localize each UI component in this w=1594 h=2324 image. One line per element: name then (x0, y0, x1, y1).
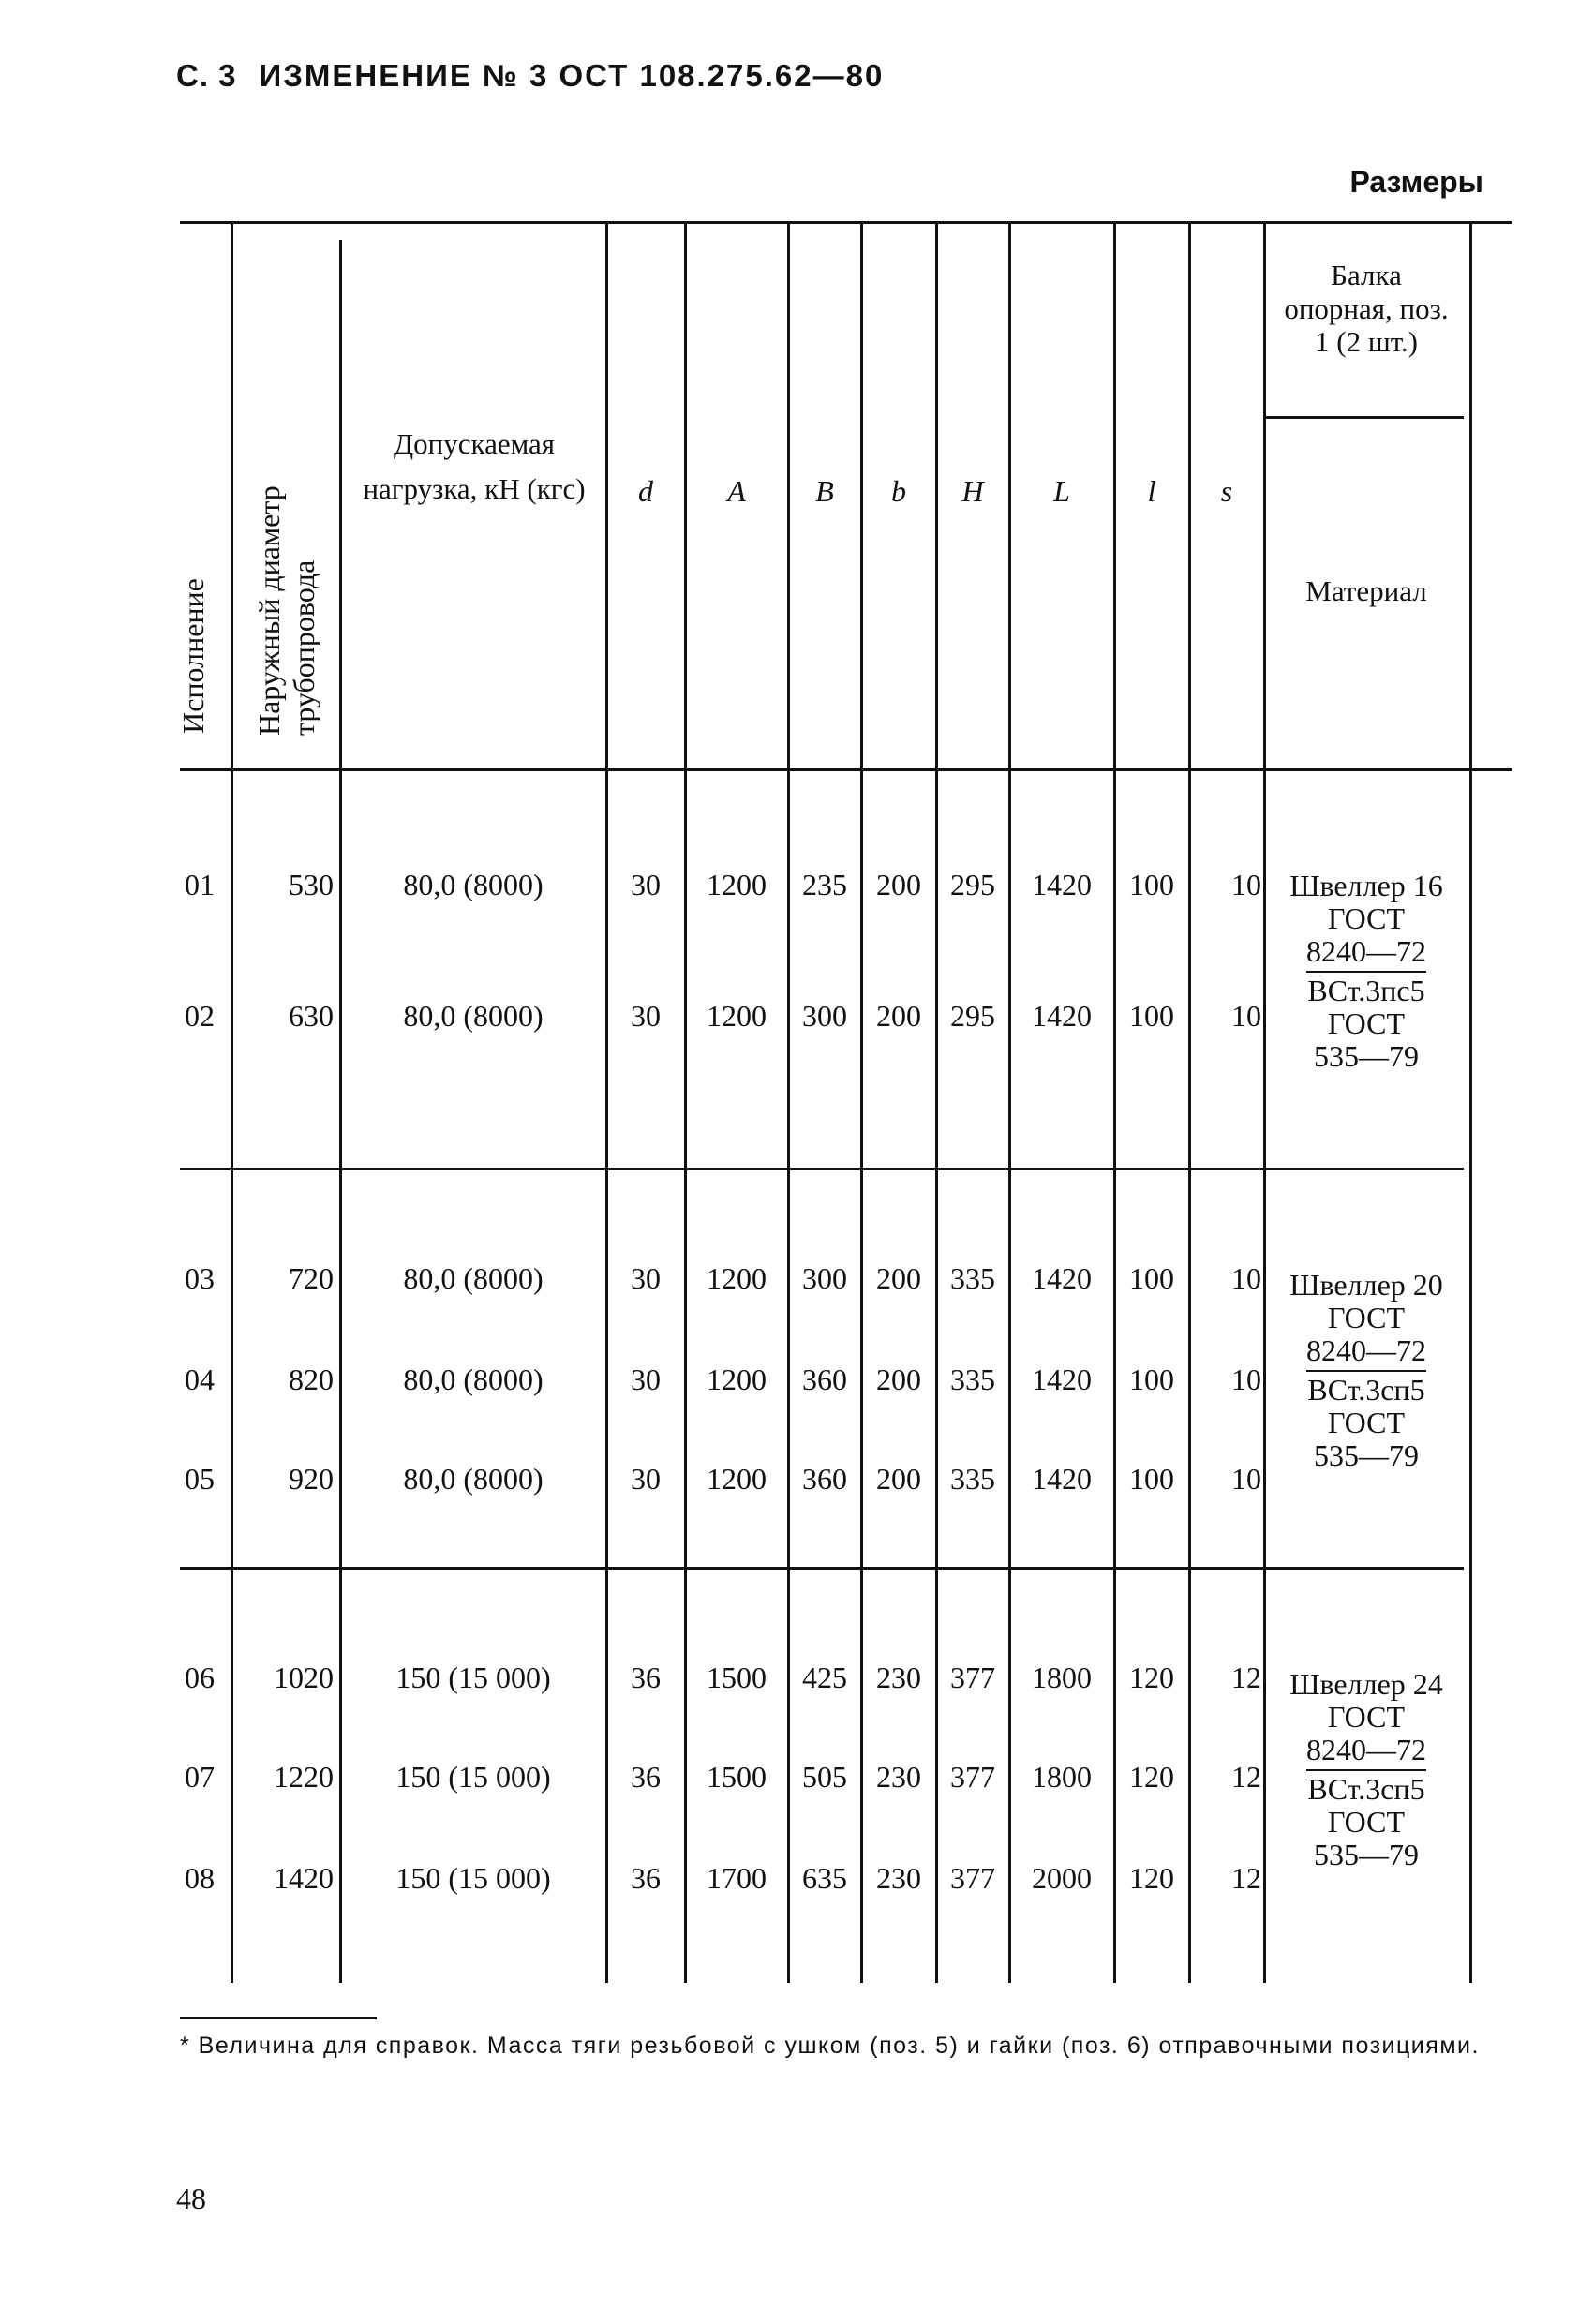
cell-b: 235 (802, 868, 847, 901)
cell-variant: 07 (185, 1760, 215, 1794)
cell-l: 120 (1129, 1760, 1174, 1794)
cell-variant: 08 (185, 1861, 215, 1895)
cell-l: 100 (1129, 1261, 1174, 1295)
steel-standard-number: 535—79 (1314, 1837, 1419, 1871)
beam-standard: ГОСТ (1327, 1301, 1406, 1335)
cell-l: 100 (1129, 999, 1174, 1033)
cell-s: 10 (1231, 999, 1261, 1033)
cell-d: 36 (631, 1661, 661, 1694)
cell-d: 30 (631, 1462, 661, 1496)
header-load: Допускаемая нагрузка, кН (кгс) (363, 427, 586, 506)
beam-header-rule (1265, 416, 1464, 419)
header-material: Материал (1305, 574, 1427, 607)
steel-standard: ГОСТ (1327, 1405, 1406, 1439)
cell-load: 80,0 (8000) (403, 1363, 544, 1396)
cell-s: 10 (1231, 1261, 1261, 1295)
cell-l: 120 (1129, 1861, 1174, 1895)
cell-s: 10 (1231, 1462, 1261, 1496)
cell-load: 150 (15 000) (395, 1661, 551, 1694)
steel-standard: ГОСТ (1327, 1006, 1406, 1040)
cell-b: 635 (802, 1861, 847, 1895)
col-rule (231, 221, 233, 1983)
col-rule (1469, 221, 1472, 1983)
cell-a: 1200 (707, 1261, 767, 1295)
cell-b: 425 (802, 1661, 847, 1694)
document-title: ИЗМЕНЕНИЕ № 3 ОСТ 108.275.62—80 (259, 58, 885, 93)
table-header-rule (180, 768, 1512, 771)
cell-a: 1200 (707, 999, 767, 1033)
cell-b: 230 (876, 1760, 921, 1794)
cell-a: 1700 (707, 1861, 767, 1895)
cell-s: 12 (1231, 1760, 1261, 1794)
cell-diameter: 630 (289, 999, 334, 1033)
cell-h: 377 (950, 1861, 995, 1895)
group-rule-1 (180, 1168, 1464, 1170)
cell-load: 80,0 (8000) (403, 999, 544, 1033)
header-beam: Балка опорная, поз. 1 (2 шт.) (1284, 259, 1449, 359)
cell-d: 30 (631, 999, 661, 1033)
cell-diameter: 720 (289, 1261, 334, 1295)
page-ref: С. 3 (176, 58, 237, 93)
cell-d: 30 (631, 868, 661, 901)
cell-load: 80,0 (8000) (403, 868, 544, 901)
cell-s: 12 (1231, 1661, 1261, 1694)
cell-l: 120 (1129, 1661, 1174, 1694)
col-rule (339, 240, 342, 1983)
cell-variant: 05 (185, 1462, 215, 1496)
beam-name: Швеллер 20 (1289, 1268, 1443, 1302)
steel-standard-number: 535—79 (1314, 1038, 1419, 1073)
beam-standard-number (1267, 935, 1466, 968)
cell-l: 1420 (1032, 868, 1092, 901)
cell-l: 100 (1129, 868, 1174, 901)
beam-standard-number-text: 8240—72 (1306, 1333, 1426, 1372)
cell-d: 36 (631, 1760, 661, 1794)
cell-s: 10 (1231, 868, 1261, 901)
header-L: L (1053, 474, 1070, 508)
cell-l: 100 (1129, 1363, 1174, 1396)
beam-standard-number (1267, 1734, 1466, 1766)
cell-s: 10 (1231, 1363, 1261, 1396)
header-H: H (961, 474, 984, 508)
cell-b: 505 (802, 1760, 847, 1794)
cell-diameter: 920 (289, 1462, 334, 1496)
sizes-label: Размеры (1349, 165, 1483, 199)
cell-l: 1420 (1032, 1363, 1092, 1396)
cell-l: 1420 (1032, 1261, 1092, 1295)
material-group-1 (1267, 870, 1466, 1073)
cell-b: 230 (876, 1661, 921, 1694)
steel-grade: ВСт.3сп5 (1307, 1771, 1425, 1806)
footnote-rule (180, 2017, 377, 2019)
beam-standard-number-text: 8240—72 (1306, 934, 1426, 973)
cell-h: 335 (950, 1462, 995, 1496)
cell-diameter: 820 (289, 1363, 334, 1396)
cell-h: 377 (950, 1661, 995, 1694)
header-d: d (638, 474, 653, 508)
group-rule-2 (180, 1567, 1464, 1570)
cell-l: 2000 (1032, 1861, 1092, 1895)
steel-grade: ВСт.3сп5 (1307, 1372, 1425, 1407)
cell-variant: 01 (185, 868, 215, 901)
cell-b: 200 (876, 868, 921, 901)
cell-diameter: 530 (289, 868, 334, 901)
cell-variant: 02 (185, 999, 215, 1033)
cell-a: 1200 (707, 1363, 767, 1396)
cell-l: 100 (1129, 1462, 1174, 1496)
cell-s: 12 (1231, 1861, 1261, 1895)
beam-name: Швеллер 24 (1289, 1667, 1443, 1701)
header-l: l (1147, 474, 1156, 508)
cell-a: 1500 (707, 1760, 767, 1794)
header-diameter-text: Наружный диаметр трубопровода (252, 485, 320, 736)
header-A: A (727, 474, 746, 508)
cell-load: 150 (15 000) (395, 1760, 551, 1794)
steel-standard-number: 535—79 (1314, 1438, 1419, 1472)
cell-diameter: 1020 (274, 1661, 334, 1694)
beam-standard-number-text: 8240—72 (1306, 1733, 1426, 1771)
steel-grade: ВСт.3пс5 (1307, 973, 1425, 1007)
cell-h: 335 (950, 1363, 995, 1396)
cell-load: 80,0 (8000) (403, 1462, 544, 1496)
cell-b: 300 (802, 999, 847, 1033)
col-rule (1263, 221, 1266, 1983)
cell-b: 200 (876, 1261, 921, 1295)
cell-a: 1500 (707, 1661, 767, 1694)
footnote: * Величина для справок. Масса тяги резьбовой с ушком (поз. 5) и гайки (поз. 6) отправочными позициями. (180, 2033, 1480, 2059)
beam-standard: ГОСТ (1327, 1700, 1406, 1735)
material-group-2 (1267, 1269, 1466, 1472)
material-group-3 (1267, 1668, 1466, 1871)
cell-l: 1800 (1032, 1661, 1092, 1694)
cell-b: 230 (876, 1861, 921, 1895)
beam-standard: ГОСТ (1327, 901, 1406, 936)
cell-b: 300 (802, 1261, 847, 1295)
steel-standard: ГОСТ (1327, 1804, 1406, 1839)
cell-h: 335 (950, 1261, 995, 1295)
cell-b: 360 (802, 1462, 847, 1496)
cell-d: 30 (631, 1261, 661, 1295)
cell-b: 360 (802, 1363, 847, 1396)
cell-load: 150 (15 000) (395, 1861, 551, 1895)
cell-diameter: 1420 (274, 1861, 334, 1895)
cell-l: 1420 (1032, 1462, 1092, 1496)
header-variant: Исполнение (175, 578, 210, 734)
cell-d: 36 (631, 1861, 661, 1895)
cell-d: 30 (631, 1363, 661, 1396)
header-B: B (815, 474, 834, 508)
page-number: 48 (176, 2182, 206, 2215)
page-header (176, 58, 884, 94)
cell-a: 1200 (707, 868, 767, 901)
cell-variant: 03 (185, 1261, 215, 1295)
cell-b: 200 (876, 999, 921, 1033)
cell-load: 80,0 (8000) (403, 1261, 544, 1295)
cell-variant: 06 (185, 1661, 215, 1694)
beam-name: Швеллер 16 (1289, 869, 1443, 902)
cell-l: 1800 (1032, 1760, 1092, 1794)
table-top-rule (180, 221, 1512, 224)
cell-variant: 04 (185, 1363, 215, 1396)
cell-l: 1420 (1032, 999, 1092, 1033)
cell-b: 200 (876, 1462, 921, 1496)
cell-h: 295 (950, 999, 995, 1033)
cell-h: 295 (950, 868, 995, 901)
header-s: s (1220, 474, 1233, 508)
header-b: b (891, 474, 906, 508)
cell-diameter: 1220 (274, 1760, 334, 1794)
cell-b: 200 (876, 1363, 921, 1396)
cell-h: 377 (950, 1760, 995, 1794)
beam-standard-number (1267, 1334, 1466, 1367)
header-diameter (252, 426, 321, 736)
cell-a: 1200 (707, 1462, 767, 1496)
